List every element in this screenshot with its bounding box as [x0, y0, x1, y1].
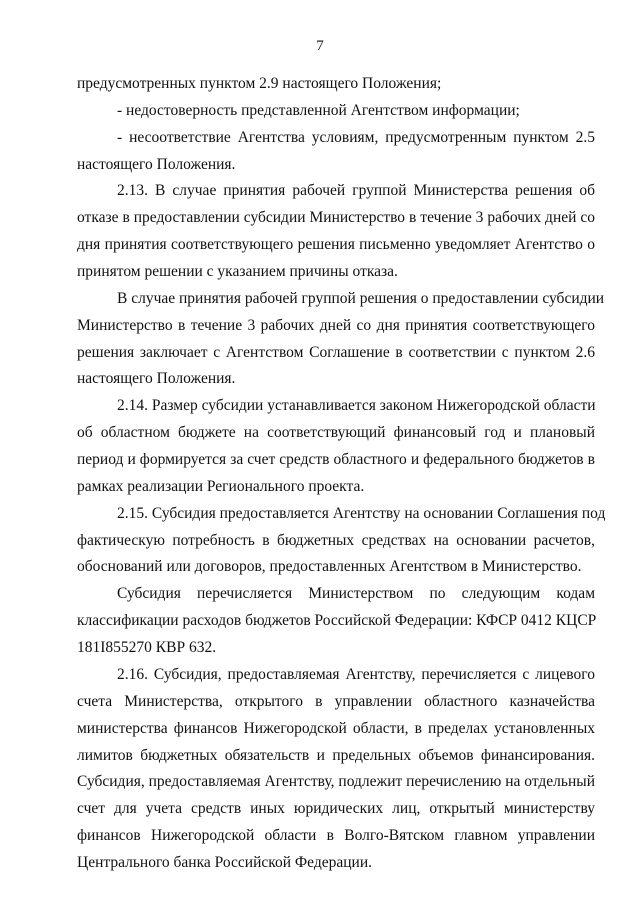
text-line: обоснований или договоров, предоставленных Агентством в Министерство.: [77, 558, 582, 575]
text-line: лимитов бюджетных обязательств и предельных объемов финансирования.: [77, 747, 595, 764]
text-line: об областном бюджете на соответствующий финансовый год и плановый: [77, 424, 595, 441]
text-line: 2.16. Субсидия, предоставляемая Агентству, перечисляется с лицевого: [117, 666, 595, 683]
text-line: принятом решении с указанием причины отказа.: [77, 263, 398, 280]
text-line: настоящего Положения.: [77, 156, 236, 173]
text-line: период и формируется за счет средств областного и федерального бюджетов в: [77, 451, 595, 468]
text-line: 2.13. В случае принятия рабочей группой Министерства решения об: [117, 182, 595, 199]
text-line: предусмотренных пунктом 2.9 настоящего Положения;: [77, 75, 442, 92]
text-line: Субсидия перечисляется Министерством по следующим кодам: [117, 585, 595, 602]
text-line: классификации расходов бюджетов Российской Федерации: КФСР 0412 КЦСР: [77, 612, 597, 629]
text-line: счет для учета средств иных юридических лиц, открытый министерству: [77, 800, 595, 817]
text-line: Центрального банка Российской Федерации.: [77, 854, 372, 871]
text-line: 2.14. Размер субсидии устанавливается законом Нижегородской области: [117, 397, 596, 414]
text-line: В случае принятия рабочей группой решения о предоставлении субсидии: [117, 290, 605, 307]
text-line: фактическую потребность в бюджетных средствах на основании расчетов,: [77, 532, 595, 549]
text-line: Министерство в течение 3 рабочих дней со дня принятия соответствующего: [77, 317, 595, 334]
text-line: 2.15. Субсидия предоставляется Агентству на основании Соглашения под: [117, 505, 606, 522]
text-line: рамках реализации Регионального проекта.: [77, 478, 365, 495]
text-line: финансов Нижегородской области в Волго-Вятском главном управлении: [77, 827, 595, 844]
text-line: дня принятия соответствующего решения письменно уведомляет Агентство о: [77, 236, 595, 253]
text-line: счета Министерства, открытого в управлении областного казначейства: [77, 693, 595, 710]
text-line: решения заключает с Агентством Соглашение в соответствии с пунктом 2.6: [77, 344, 595, 361]
text-line: 181I855270 КВР 632.: [77, 639, 217, 656]
text-line: настоящего Положения.: [77, 370, 236, 387]
text-line: - недостоверность представленной Агентством информации;: [117, 102, 520, 119]
text-line: отказе в предоставлении субсидии Министерство в течение 3 рабочих дней со: [77, 209, 595, 226]
text-line: - несоответствие Агентства условиям, предусмотренным пунктом 2.5: [117, 129, 595, 146]
text-line: министерства финансов Нижегородской области, в пределах установленных: [77, 720, 595, 737]
page-number: 7: [316, 38, 324, 54]
text-line: Субсидия, предоставляемая Агентству, подлежит перечислению на отдельный: [77, 773, 595, 790]
